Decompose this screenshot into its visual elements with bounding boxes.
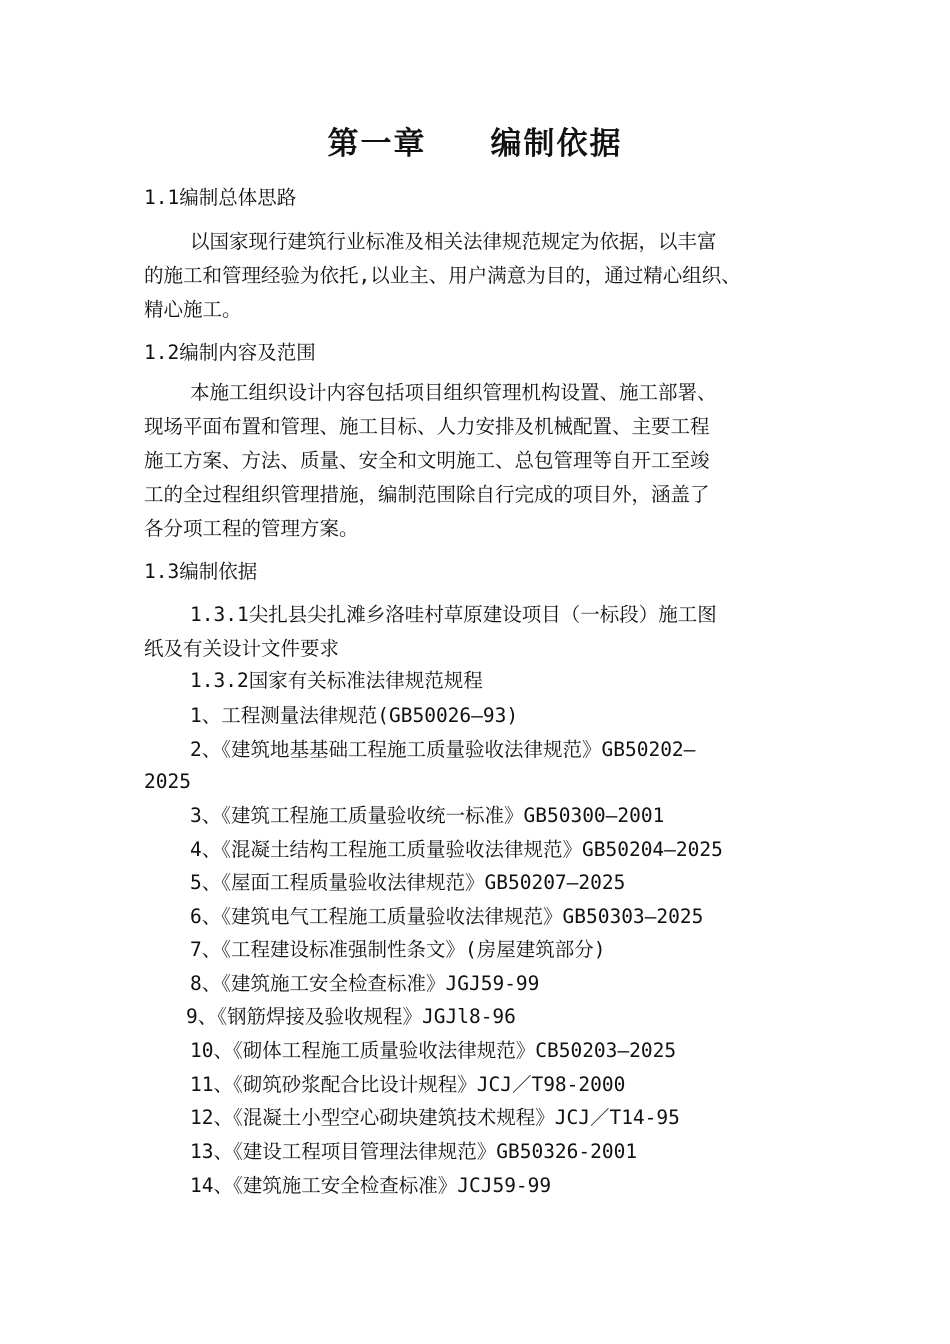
standard-item: 4、《混凝土结构工程施工质量验收法律规范》GB50204—2025 [190, 838, 723, 861]
chapter-title: 第一章 编制依据 [327, 126, 623, 162]
section-1-1-paragraph-line: 以国家现行建筑行业标准及相关法律规范规定为依据，以丰富 [190, 230, 717, 253]
section-1-2-heading: 1.2编制内容及范围 [144, 341, 316, 364]
standard-item-continuation: 2025 [144, 770, 191, 793]
standard-item: 8、《建筑施工安全检查标准》JGJ59-99 [190, 972, 540, 995]
standard-item: 7、《工程建设标准强制性条文》(房屋建筑部分) [190, 938, 606, 961]
standard-item: 1、工程测量法律规范(GB50026—93) [190, 704, 519, 727]
standard-item: 11、《砌筑砂浆配合比设计规程》JCJ／T98-2000 [190, 1073, 626, 1096]
section-1-3-heading: 1.3编制依据 [144, 560, 258, 583]
subsection-1-3-1-line: 纸及有关设计文件要求 [144, 637, 340, 660]
standard-item: 10、《砌体工程施工质量验收法律规范》CB50203—2025 [190, 1039, 677, 1062]
section-1-2-paragraph-line: 工的全过程组织管理措施，编制范围除自行完成的项目外，涵盖了 [144, 483, 710, 506]
section-1-1-paragraph-line: 的施工和管理经验为依托,以业主、用户满意为目的，通过精心组织、 [144, 264, 741, 287]
standard-item: 9、《钢筋焊接及验收规程》JGJl8-96 [186, 1005, 516, 1028]
standard-item: 6、《建筑电气工程施工质量验收法律规范》GB50303—2025 [190, 905, 704, 928]
standard-item: 14、《建筑施工安全检查标准》JCJ59-99 [190, 1174, 552, 1197]
section-1-2-paragraph-line: 本施工组织设计内容包括项目组织管理机构设置、施工部署、 [190, 381, 717, 404]
standard-item: 3、《建筑工程施工质量验收统一标准》GB50300—2001 [190, 804, 665, 827]
subsection-1-3-2-heading: 1.3.2国家有关标准法律规范规程 [190, 669, 483, 692]
section-1-2-paragraph-line: 现场平面布置和管理、施工目标、人力安排及机械配置、主要工程 [144, 415, 710, 438]
subsection-1-3-1-line: 1.3.1尖扎县尖扎滩乡洛哇村草原建设项目（一标段）施工图 [190, 603, 717, 626]
standard-item: 2、《建筑地基基础工程施工质量验收法律规范》GB50202— [190, 738, 696, 761]
standard-item: 12、《混凝土小型空心砌块建筑技术规程》JCJ／T14-95 [190, 1106, 680, 1129]
section-1-2-paragraph-line: 施工方案、方法、质量、安全和文明施工、总包管理等自开工至竣 [144, 449, 710, 472]
standard-item: 5、《屋面工程质量验收法律规范》GB50207—2025 [190, 871, 626, 894]
section-1-1-heading: 1.1编制总体思路 [144, 186, 297, 209]
standard-item: 13、《建设工程项目管理法律规范》GB50326-2001 [190, 1140, 638, 1163]
section-1-2-paragraph-line: 各分项工程的管理方案。 [144, 517, 359, 540]
section-1-1-paragraph-line: 精心施工。 [144, 298, 242, 321]
